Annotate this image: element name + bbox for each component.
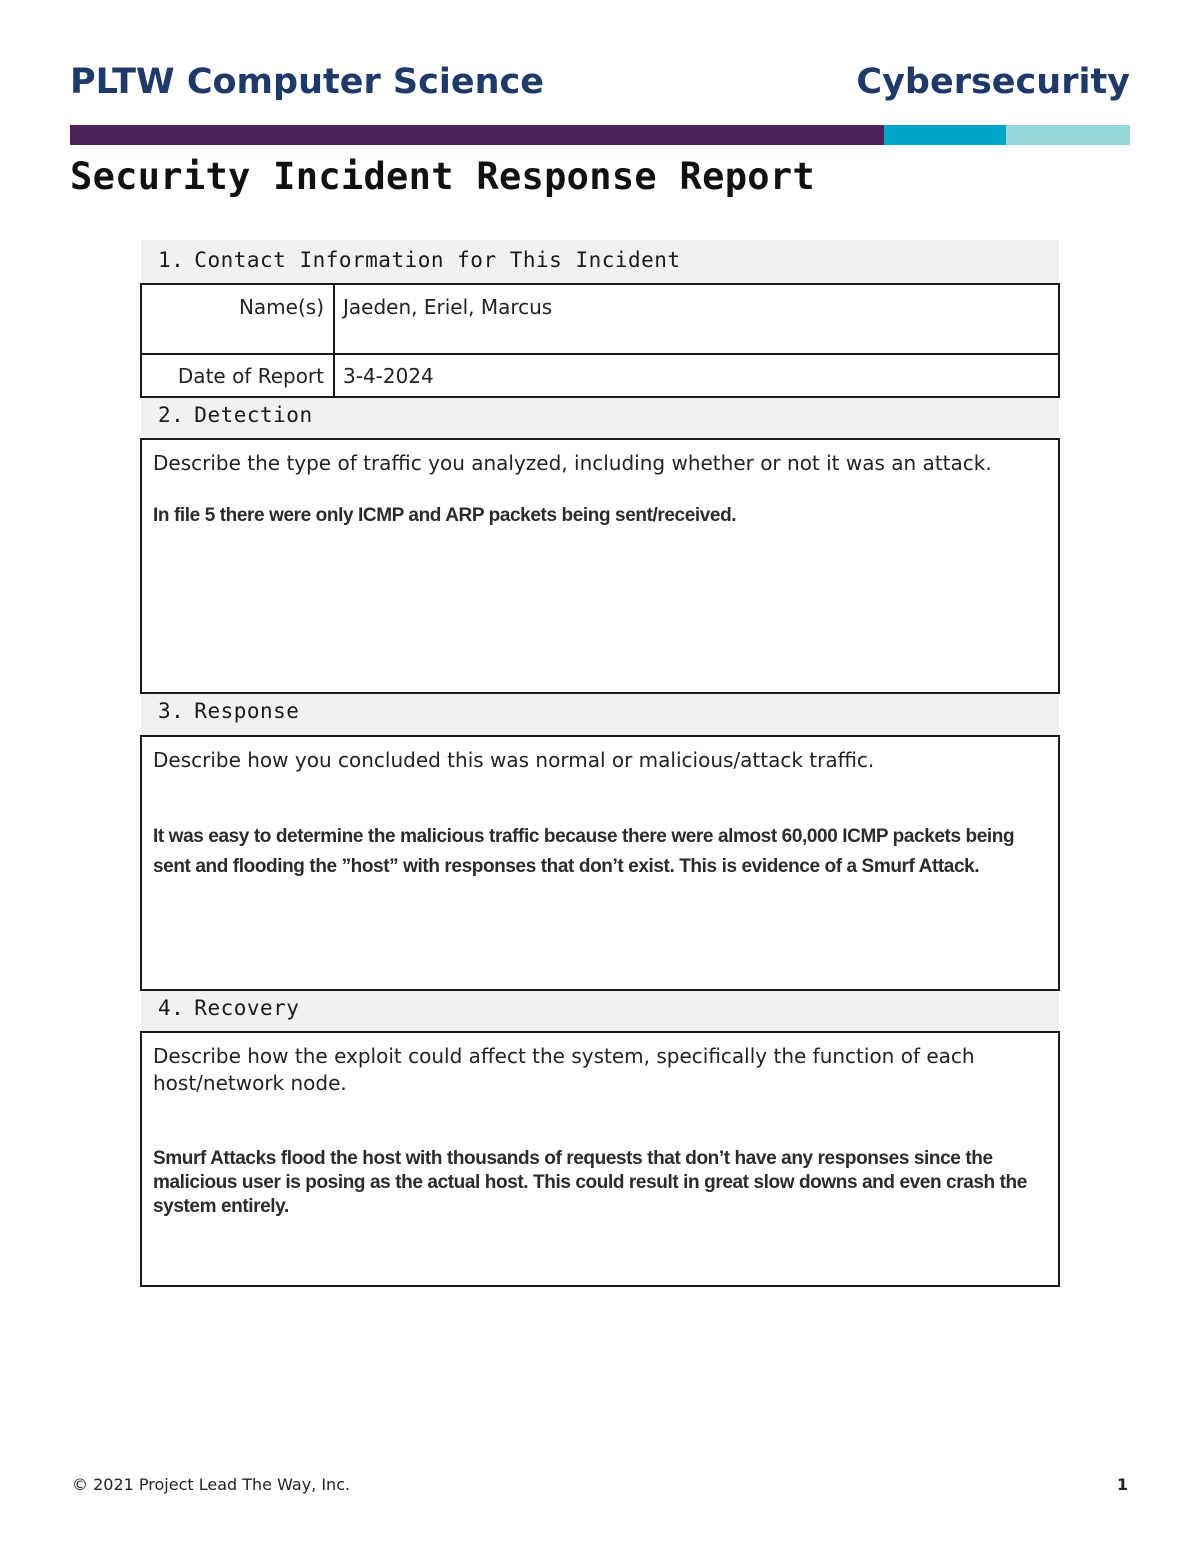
section-number: 4. bbox=[158, 996, 185, 1020]
response-prompt: Describe how you concluded this was normal or malicious/attack traffic. bbox=[153, 748, 875, 772]
detection-prompt: Describe the type of traffic you analyzed, including whether or not it was an attack. bbox=[153, 451, 992, 475]
footer-page-number: 1 bbox=[1116, 1475, 1128, 1494]
header-course-title: Cybersecurity bbox=[856, 62, 1130, 102]
header-bar-blue bbox=[884, 125, 1006, 145]
header-program-title: PLTW Computer Science bbox=[70, 62, 545, 102]
section-title: Response bbox=[194, 699, 300, 723]
section-title: Contact Information for This Incident bbox=[194, 248, 681, 272]
section-title: Detection bbox=[194, 403, 313, 427]
section-contact-heading bbox=[141, 240, 1059, 283]
date-label: Date of Report bbox=[141, 354, 334, 397]
header-bar-teal bbox=[1006, 125, 1130, 145]
date-value: 3-4-2024 bbox=[334, 354, 1059, 397]
section-number: 1. bbox=[158, 248, 185, 272]
section-recovery-heading bbox=[141, 991, 1059, 1031]
section-number: 3. bbox=[158, 699, 185, 723]
contact-table bbox=[140, 283, 1060, 398]
recovery-prompt: Describe how the exploit could affect the system, specifically the function of each host/network node. bbox=[153, 1044, 975, 1095]
section-response-heading bbox=[141, 694, 1059, 735]
section-number: 2. bbox=[158, 403, 185, 427]
footer-copyright: © 2021 Project Lead The Way, Inc. bbox=[72, 1475, 351, 1494]
response-answer: It was easy to determine the malicious traffic because there were almost 60,000 ICMP packets being sent and flooding the ”host” with responses that don’t exist. This is evidence of a Smurf Attack. bbox=[153, 826, 1015, 877]
detection-answer: In file 5 there were only ICMP and ARP packets being sent/received. bbox=[153, 505, 737, 526]
names-value: Jaeden, Eriel, Marcus bbox=[334, 284, 1059, 354]
table-row bbox=[141, 284, 1059, 354]
detection-box bbox=[140, 438, 1060, 694]
document-title: Security Incident Response Report bbox=[70, 155, 816, 198]
recovery-box bbox=[140, 1031, 1060, 1287]
section-title: Recovery bbox=[194, 996, 300, 1020]
recovery-answer: Smurf Attacks flood the host with thousands of requests that don’t have any responses since the malicious user is posing as the actual host. This could result in great slow downs and even crash the system entirely. bbox=[153, 1148, 1027, 1217]
header-bar-purple bbox=[70, 125, 884, 145]
section-detection-heading bbox=[141, 398, 1059, 438]
names-label: Name(s) bbox=[141, 284, 334, 354]
response-box bbox=[140, 735, 1060, 991]
table-row bbox=[141, 354, 1059, 397]
